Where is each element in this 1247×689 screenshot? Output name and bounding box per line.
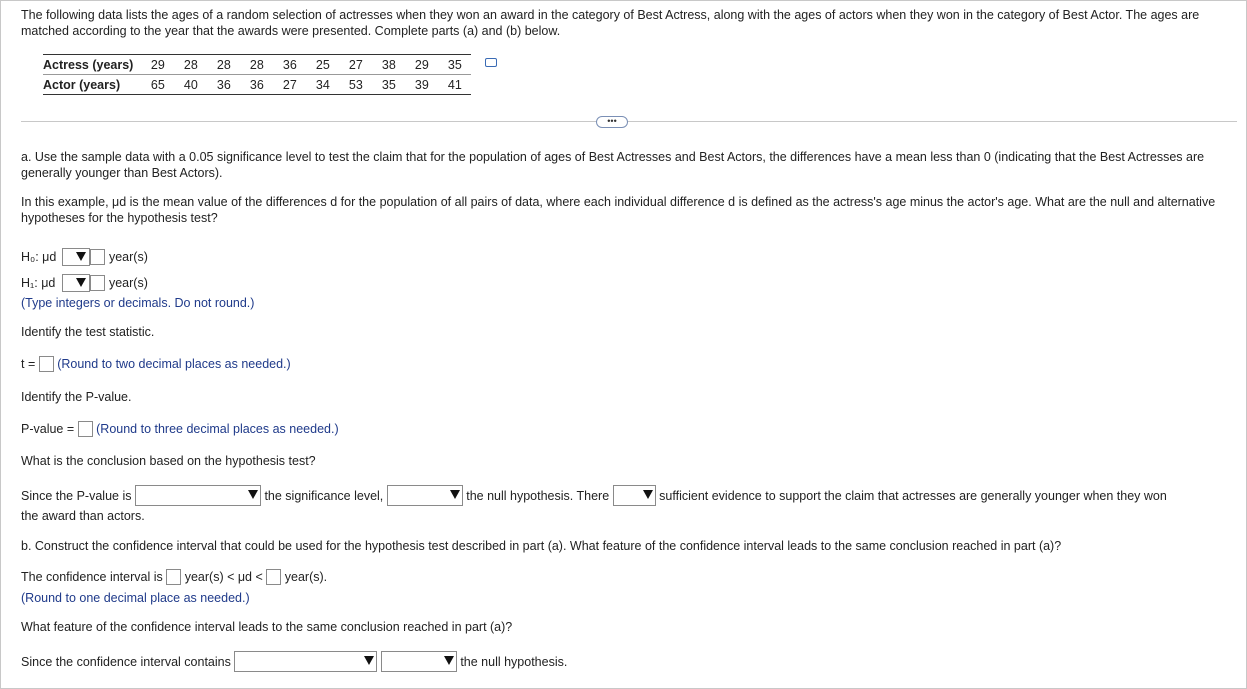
ci-contains-dropdown[interactable] [234,651,377,672]
row-label: Actor (years) [43,75,141,95]
feature-question: What feature of the confidence interval leads to the same conclusion reached in part (a)? [21,620,513,634]
chevron-down-icon [364,656,374,665]
identify-p-text: Identify the P-value. [21,390,132,404]
p-value-input[interactable] [78,421,93,437]
h1-row [21,274,148,292]
p-comparison-dropdown[interactable] [135,485,261,506]
table-cell: 35 [438,55,471,75]
table-cell: 53 [339,75,372,95]
p-note: (Round to three decimal places as needed.) [96,422,339,436]
part-b-question: b. Construct the confidence interval that could be used for the hypothesis test described in part (a). What feature of the confidence interval leads to the same conclusion reached in part (a)? [21,539,1062,553]
table-cell: 27 [339,55,372,75]
ci-mid: year(s) < μd < [184,570,263,584]
copy-icon[interactable] [485,58,497,67]
chevron-down-icon [248,490,258,499]
reject-dropdown[interactable] [387,485,463,506]
hypothesis-note: (Type integers or decimals. Do not round.) [21,296,255,310]
ci-prefix: The confidence interval is [21,570,163,584]
conclusion-question: What is the conclusion based on the hypothesis test? [21,454,316,468]
table-row [43,55,471,75]
identify-statistic-text: Identify the test statistic. [21,325,155,339]
part-a-claim: a. Use the sample data with a 0.05 significance level to test the claim that for the population of ages of Best Actresses and Best Actors, the differences have a mean less than 0 (indicating that the Best Actresses are generally younger than Best Actors). [21,150,1205,180]
chevron-down-icon [76,252,86,261]
significance-text: the significance level, [264,488,384,503]
t-statistic-input[interactable] [39,356,54,372]
chevron-down-icon [76,278,86,287]
h1-value-input[interactable] [90,275,105,291]
table-cell: 28 [174,55,207,75]
null-hyp-text: the null hypothesis. [460,654,568,669]
table-cell: 40 [174,75,207,95]
p-label: P-value = [21,422,75,436]
t-label: t = [21,357,36,371]
table-cell: 34 [306,75,339,95]
table-cell: 25 [306,55,339,75]
table-cell: 39 [405,75,438,95]
part-a-example: In this example, μd is the mean value of the differences d for the population of all pairs of data, where each individual difference d is defined as the actress's age minus the actor's age. What are the null and alternative hypotheses for the hypothesis test? [21,195,1216,225]
table-cell: 41 [438,75,471,95]
h0-label: H₀: μd [21,250,57,264]
sufficient-text: sufficient evidence to support the claim that actresses are generally younger when they won [659,488,1167,503]
ci-suffix: year(s). [284,570,328,584]
t-note: (Round to two decimal places as needed.) [57,357,291,371]
table-cell: 38 [372,55,405,75]
table-cell: 28 [207,55,240,75]
table-cell: 35 [372,75,405,95]
data-table [43,54,471,95]
award-line: the award than actors. [21,509,145,523]
table-cell: 36 [273,55,306,75]
ci-lower-input[interactable] [166,569,181,585]
h0-value-input[interactable] [90,249,105,265]
h1-operator-dropdown[interactable] [62,274,90,292]
table-cell: 27 [273,75,306,95]
table-cell: 29 [405,55,438,75]
table-cell: 65 [141,75,174,95]
conclusion-row [21,485,1167,506]
h1-unit: year(s) [108,276,148,290]
since-ci-text: Since the confidence interval contains [21,654,231,669]
h1-label: H₁: μd [21,276,56,290]
null-there-text: the null hypothesis. There [466,488,610,503]
table-cell: 28 [240,55,273,75]
chevron-down-icon [444,656,454,665]
h0-operator-dropdown[interactable] [62,248,90,266]
table-cell: 36 [240,75,273,95]
table-cell: 29 [141,55,174,75]
divider [21,121,1237,122]
more-button[interactable]: ••• [596,116,628,128]
table-row [43,75,471,95]
chevron-down-icon [643,490,653,499]
h0-row [21,248,148,266]
t-row [21,356,291,372]
p-row [21,421,339,437]
ci-conclusion-row [21,651,567,672]
chevron-down-icon [450,490,460,499]
ci-reject-dropdown[interactable] [381,651,457,672]
ci-note: (Round to one decimal place as needed.) [21,591,250,605]
table-cell: 36 [207,75,240,95]
h0-unit: year(s) [108,250,148,264]
row-label: Actress (years) [43,55,141,75]
intro-text: The following data lists the ages of a random selection of actresses when they won an award in the category of Best Actress, along with the ages of actors when they won in the category of Best Actor. The ages are matched according to the year that the awards were presented. Complete parts (a) and (b) below. [21,8,1200,38]
since-p-text: Since the P-value is [21,488,132,503]
ci-upper-input[interactable] [266,569,281,585]
ci-row [21,569,327,585]
evidence-dropdown[interactable] [613,485,656,506]
